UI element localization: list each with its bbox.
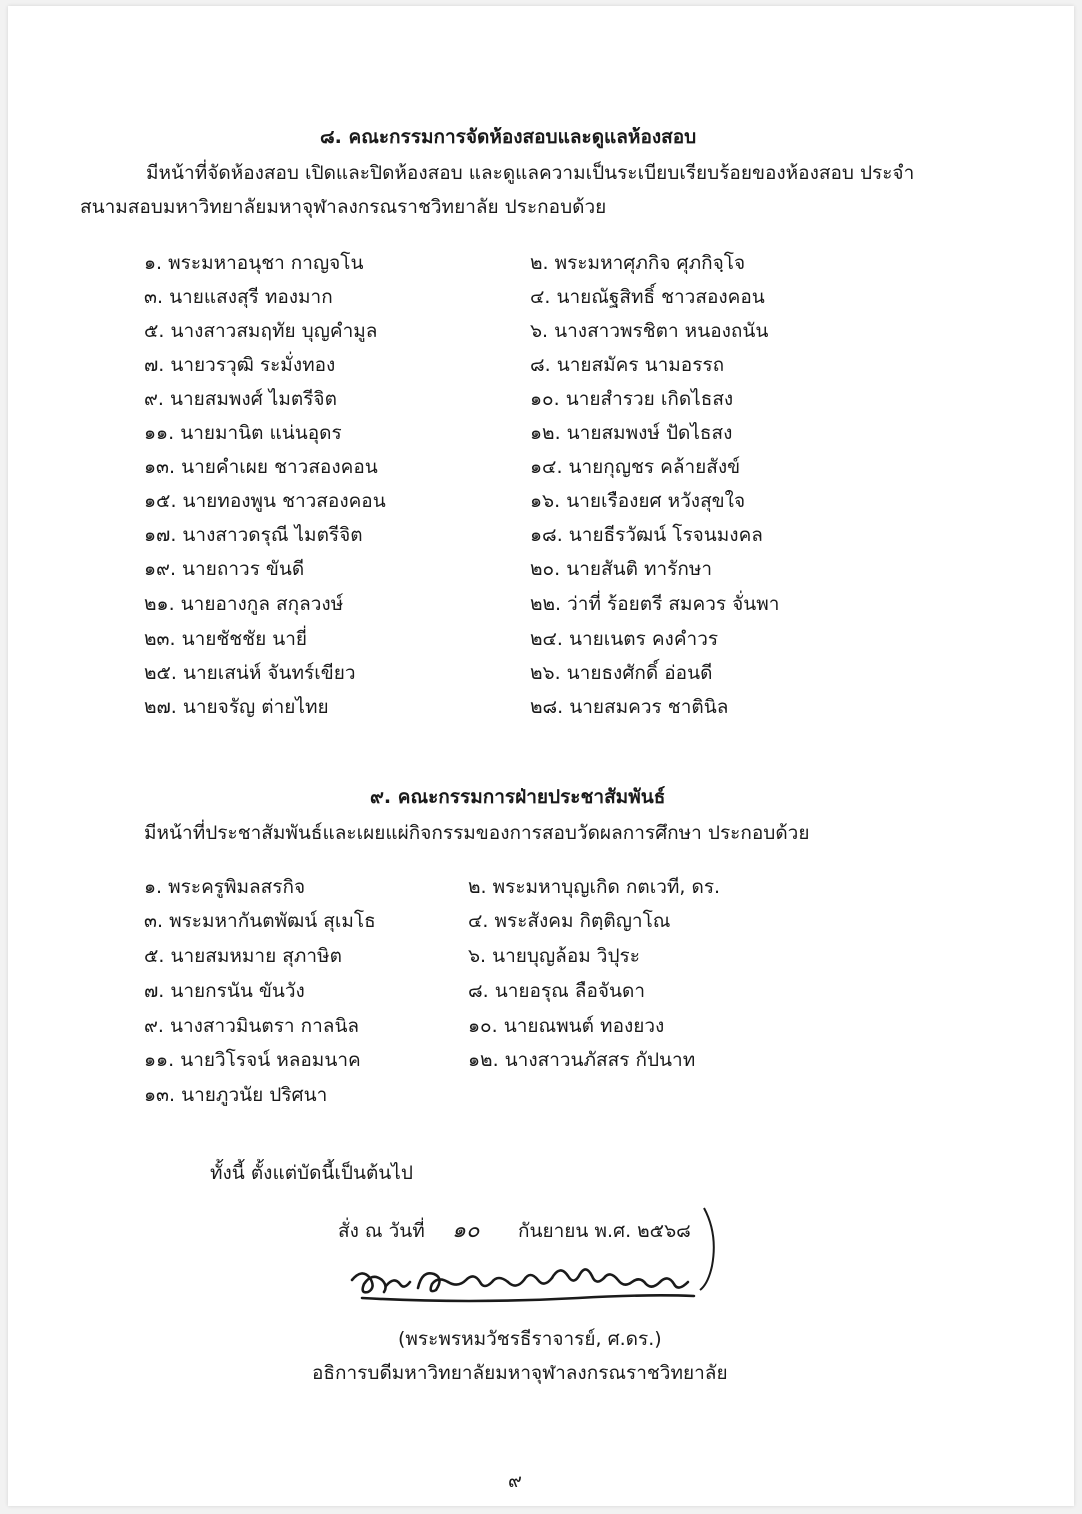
list-item: ๕. นางสาวสมฤทัย บุญคำมูล: [144, 320, 378, 342]
effective-clause: ทั้งนี้ ตั้งแต่บัดนี้เป็นต้นไป: [210, 1162, 413, 1184]
list-item: ๑๔. นายกุญชร คล้ายสังข์: [530, 456, 741, 478]
list-item: ๒๖. นายธงศักดิ์ อ่อนดี: [530, 662, 713, 684]
list-item: ๒๓. นายชัชชัย นายี่: [144, 628, 308, 650]
signature-icon: [348, 1258, 708, 1308]
list-item: ๒๔. นายเนตร คงคำวร: [530, 628, 719, 650]
list-item: ๒. พระมหาบุญเกิด กตเวที, ดร.: [468, 876, 721, 898]
section9-heading: ๙. คณะกรรมการฝ่ายประชาสัมพันธ์: [370, 786, 666, 808]
signer-title: อธิการบดีมหาวิทยาลัยมหาจุฬาลงกรณราชวิทยาลัย: [312, 1362, 728, 1384]
list-item: ๘. นายสมัคร นามอรรถ: [530, 354, 725, 376]
list-item: ๑๒. นางสาวนภัสสร กัปนาท: [468, 1049, 696, 1071]
list-item: ๒๗. นายจรัญ ต่ายไทย: [144, 696, 329, 718]
list-item: ๑๐. นายณพนต์ ทองยวง: [468, 1015, 665, 1037]
list-item: ๑๓. นายภูวนัย ปริศนา: [144, 1084, 328, 1106]
handwritten-day: ๑๐: [452, 1218, 480, 1243]
document-page: [8, 6, 1074, 1506]
page-number: ๙: [508, 1470, 522, 1492]
list-item: ๒๘. นายสมควร ชาตินิล: [530, 696, 729, 718]
list-item: ๒๑. นายอางกูล สกุลวงษ์: [144, 593, 344, 615]
list-item: ๗. นายกรนัน ขันวัง: [144, 980, 305, 1002]
order-date-label: สั่ง ณ วันที่: [338, 1220, 425, 1242]
section8-duty-line2: สนามสอบมหาวิทยาลัยมหาจุฬาลงกรณราชวิทยาลัย ประกอบด้วย: [80, 196, 607, 218]
list-item: ๑๓. นายคำเผย ชาวสองคอน: [144, 456, 378, 478]
list-item: ๔. พระสังคม กิตฺติญาโณ: [468, 910, 671, 932]
signature: [348, 1258, 708, 1308]
list-item: ๔. นายณัฐสิทธิ์ ชาวสองคอน: [530, 286, 765, 308]
section8-heading: ๘. คณะกรรมการจัดห้องสอบและดูแลห้องสอบ: [320, 126, 697, 148]
list-item: ๕. นายสมหมาย สุภาษิต: [144, 945, 342, 967]
list-item: ๑. พระมหาอนุชา กาญจโน: [144, 252, 364, 274]
section8-duty-line1: มีหน้าที่จัดห้องสอบ เปิดและปิดห้องสอบ และดูแลความเป็นระเบียบเรียบร้อยของห้องสอบ ประจำ: [146, 162, 915, 184]
section9-duty-line1: มีหน้าที่ประชาสัมพันธ์และเผยแผ่กิจกรรมของการสอบวัดผลการศึกษา ประกอบด้วย: [144, 822, 810, 844]
list-item: ๒๕. นายเสน่ห์ จันทร์เขียว: [144, 662, 356, 684]
list-item: ๙. นางสาวมินตรา กาลนิล: [144, 1015, 360, 1037]
list-item: ๒๐. นายสันติ ทารักษา: [530, 558, 713, 580]
list-item: ๖. นางสาวพรชิตา หนองถนัน: [530, 320, 769, 342]
list-item: ๑๐. นายสำรวย เกิดไธสง: [530, 388, 734, 410]
list-item: ๑๖. นายเรืองยศ หวังสุขใจ: [530, 490, 746, 512]
list-item: ๙. นายสมพงศ์ ไมตรีจิต: [144, 388, 337, 410]
list-item: ๑๗. นางสาวดรุณี ไมตรีจิต: [144, 524, 363, 546]
list-item: ๑. พระครูพิมลสรกิจ: [144, 876, 306, 898]
signer-name: (พระพรหมวัชรธีราจารย์, ศ.ดร.): [398, 1328, 662, 1350]
order-month-year: กันยายน พ.ศ. ๒๕๖๘: [518, 1220, 691, 1242]
list-item: ๑๕. นายทองพูน ชาวสองคอน: [144, 490, 386, 512]
list-item: ๓. พระมหากันตพัฒน์ สุเมโธ: [144, 910, 376, 932]
list-item: ๑๙. นายถาวร ขันดี: [144, 558, 305, 580]
list-item: ๑๒. นายสมพงษ์ ปัดไธสง: [530, 422, 733, 444]
list-item: ๖. นายบุญล้อม วิปุระ: [468, 945, 640, 967]
list-item: ๓. นายแสงสุรี ทองมาก: [144, 286, 333, 308]
list-item: ๑๑. นายวิโรจน์ หลอมนาค: [144, 1049, 361, 1071]
list-item: ๒๒. ว่าที่ ร้อยตรี สมควร จั่นพา: [530, 593, 780, 615]
list-item: ๘. นายอรุณ ลือจันดา: [468, 980, 645, 1002]
list-item: ๒. พระมหาศุภกิจ ศุภกิจฺโจ: [530, 252, 746, 274]
list-item: ๑๘. นายธีรวัฒน์ โรจนมงคล: [530, 524, 763, 546]
list-item: ๗. นายวรวุฒิ ระมั่งทอง: [144, 354, 336, 376]
list-item: ๑๑. นายมานิต แน่นอุดร: [144, 422, 342, 444]
